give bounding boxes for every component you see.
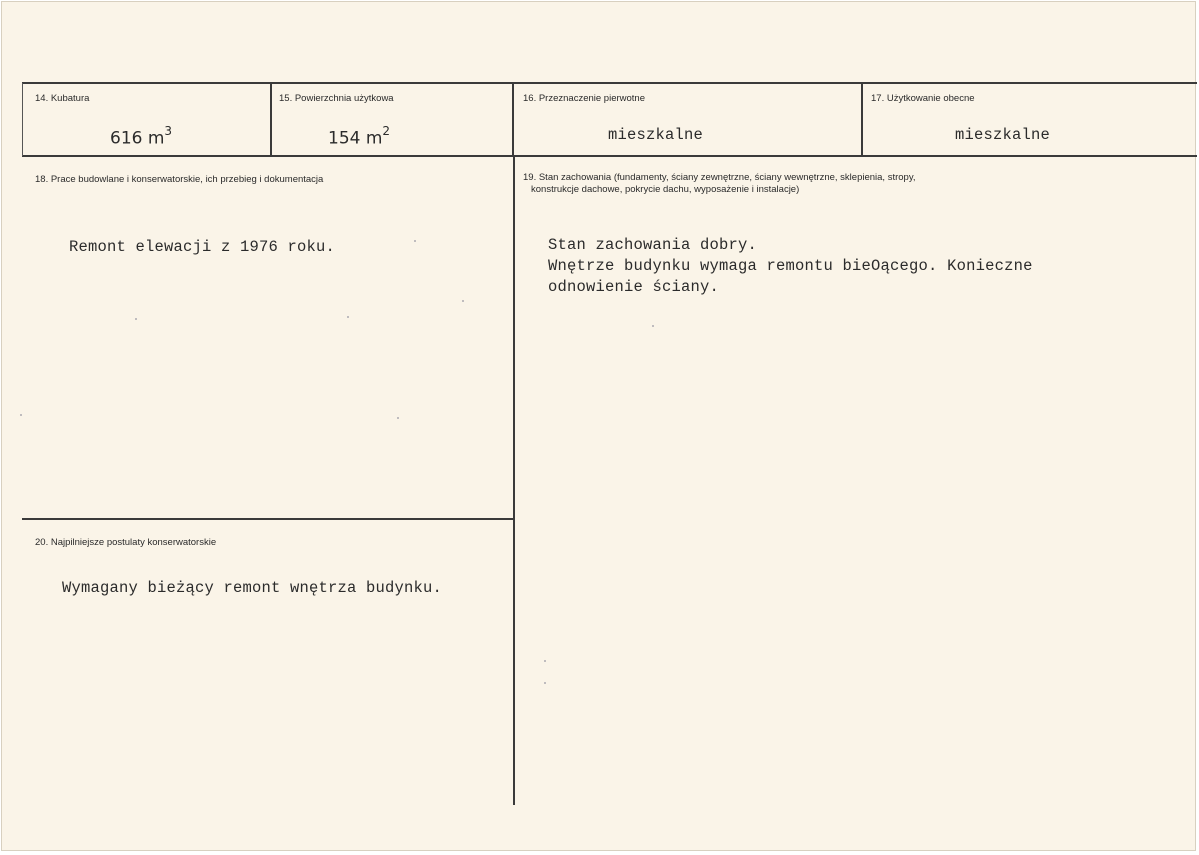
paper-speck — [20, 414, 22, 416]
top-row-bottom-rule — [22, 155, 1197, 157]
field-20-label: 20. Najpilniejsze postulaty konserwatorskie — [35, 537, 217, 548]
paper-speck — [544, 682, 546, 684]
field-17-label: 17. Użytkowanie obecne — [871, 93, 975, 104]
field-16-value: mieszkalne — [608, 126, 704, 144]
divider-14-15 — [270, 83, 272, 156]
field-15-label: 15. Powierzchnia użytkowa — [279, 93, 394, 104]
left-margin-rule — [22, 83, 23, 156]
field-19-value — [548, 235, 1033, 298]
field-19-label-line-1: 19. Stan zachowania (fundamenty, ściany zewnętrzne, ściany wewnętrzne, sklepienia, stropy, — [523, 172, 916, 183]
paper-speck — [397, 417, 399, 419]
paper-speck — [462, 300, 464, 302]
field-19-line: odnowienie ściany. — [548, 278, 720, 296]
divider-main-column — [513, 156, 515, 805]
field-15-value: 154 $m^2$ — [328, 124, 391, 149]
top-row-top-rule — [22, 82, 1197, 84]
paper-speck — [414, 240, 416, 242]
field-17-value: mieszkalne — [955, 126, 1051, 144]
field-19-line: Wnętrze budynku wymaga remontu bieOącego. Konieczne — [548, 257, 1033, 275]
divider-15-16 — [512, 83, 514, 156]
field-18-label: 18. Prace budowlane i konserwatorskie, ich przebieg i dokumentacja — [35, 174, 324, 185]
paper-speck — [652, 325, 654, 327]
divider-16-17 — [861, 83, 863, 156]
field-16-label: 16. Przeznaczenie pierwotne — [523, 93, 645, 104]
paper-speck — [347, 316, 349, 318]
paper-speck — [544, 660, 546, 662]
paper-speck — [135, 318, 137, 320]
rule-above-field-20 — [22, 518, 513, 520]
field-18-value: Remont elewacji z 1976 roku. — [69, 238, 336, 256]
field-14-label: 14. Kubatura — [35, 93, 90, 104]
field-19-line: Stan zachowania dobry. — [548, 236, 758, 254]
field-19-label-line-2: konstrukcje dachowe, pokrycie dachu, wyposażenie i instalacje) — [531, 184, 800, 195]
record-card — [1, 1, 1196, 851]
field-14-value: 616 $m^3$ — [110, 124, 173, 149]
field-20-value: Wymagany bieżący remont wnętrza budynku. — [62, 579, 443, 597]
